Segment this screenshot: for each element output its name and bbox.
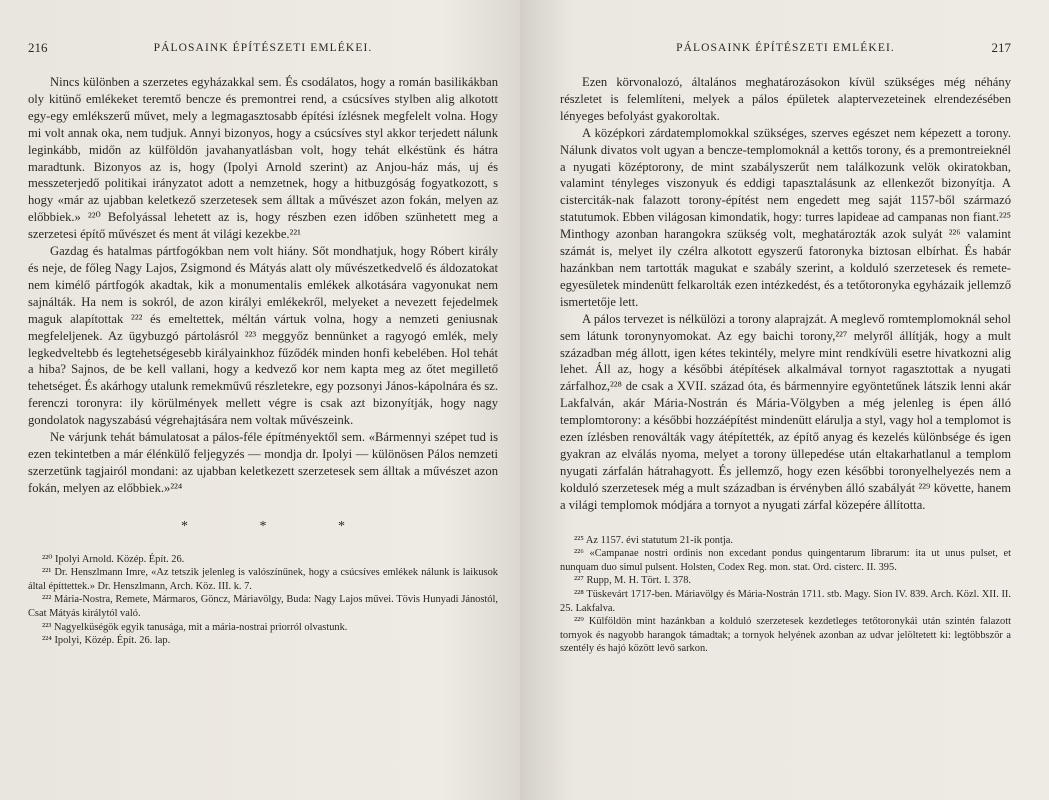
left-paragraph-3: Ne várjunk tehát bámulatosat a pálos-féle építményektől sem. «Bármennyi szépet tud is ezen tekintetben a már élénkülő feljegyzés — mondja dr. Ipolyi — különösen Pálos nemzeti szerzetünk tagjairól mondani: az ujabban keletkezett szerzetesek sem álltak a művészet azon fokán, melyen az előbbiek.»²²⁴ [28, 430, 498, 495]
right-body-text [560, 74, 1011, 514]
left-running-title: PÁLOSAINK ÉPÍTÉSZETI EMLÉKEI. [153, 42, 373, 54]
section-separator: * * * [181, 518, 379, 534]
footnote-222: ²²² Mária-Nostra, Remete, Mármaros, Göncz, Máriavölgy, Buda: Nagy Lajos művei. Tövis Hunyadi Jánostól, Csat Mátyás királytól való. [28, 594, 498, 620]
right-running-title: PÁLOSAINK ÉPÍTÉSZETI EMLÉKEI. [676, 42, 895, 54]
right-page [520, 0, 1049, 800]
left-paragraph-2: Gazdag és hatalmas pártfogókban nem volt hiány. Sőt mondhatjuk, hogy Róbert király és neje, de főleg Nagy Lajos, Zsigmond és Mátyás alatt oly művészetkedvelő és áldozatokat nem kimélő pártfogók akadtak, kik a monumentalis emlékek alkotására vagyonukat nem sajnálták. Ha nem is sokról, de azon királyi emlékekről, melyeket a nevezett fejedelmek maguk alapítottak ²²² és emeltettek, méltán vártuk volna, hogy a nemzeti geniusnak megfeleljenek. Az ügybuzgó pártolásról ²²³ meggyőz bennünket a ragyogó emlék, mely legkedveltebb és legtehetségesebb királyainkhoz fűződék minden honfi kebelében. Hol tehát a hiba? Sajnos, de be kell vallani, hogy a kedvező kor nem kapta meg az őtet megillető tehetséget. És akárhogy utalunk remekművű részletekre, egy pozsonyi János-kápolnára és sz. ferenczi toronyra: ily körülmények mellett végre is csak azt bizonyítják, hogy nagy gondolatok nagyszabású végrehajtására nem voltak művészeink. [28, 244, 498, 428]
left-page-number: 216 [28, 40, 48, 55]
footnote-221: ²²¹ Dr. Henszlmann Imre, «Az tetszik jelenleg is valószínűnek, hogy a csúcsíves emlékek nálunk is laikusok által építtettek.» Dr. Henszlmann, Arch. Köz. III. k. 7. [28, 567, 498, 592]
right-paragraph-1: Ezen körvonalozó, általános meghatározásokon kívül szükséges még néhány részletet is felemlíteni, melyek a pálos épületek alaptervezeteinek elrendezésében lényeges befolyást gyakoroltak. [560, 75, 1011, 123]
footnote-225: ²²⁵ Az 1157. évi statutum 21-ik pontja. [574, 534, 733, 546]
footnote-228: ²²⁸ Tüskevárt 1717-ben. Máriavölgy és Mária-Nostrán 1711. stb. Magy. Sion IV. 839. Arch. Közl. XII. II. 25. Lakfalva. [560, 588, 1011, 614]
left-body-text [28, 74, 498, 497]
left-running-head [28, 42, 498, 64]
right-paragraph-2: A középkori zárdatemplomokkal szükséges, szerves egészet nem képezett a torony. Nálunk divatos volt ugyan a bencze-templomoknál a kettős torony, és a premontreieknél a nyugati középtorony, de mint szabályszerűt nem találkozunk velök okiratokban, valamint tényleges viszonyuk és eddigi tapasztalásunk az ellenkezőt bizonyítja. A cisterciták-nak falazott torony-építést nem engedett meg saját 1157-ből származó statutumok. Ebben világosan kimondatik, hogy: turres lapideae ad campanas non fiant.²²⁵ Minthogy azonban harangokra szükség volt, meghatározták azok sulyát ²²⁶ valamint számát is, melyet ily czélra alkotott egyszerű fatoronyka biztosan elbírhat. És habár hazánkban nem tartották magukat e szabály szerint, a kolduló szerzetesek és remete-egyesületek mindenütt felkarolták ezen intézkedést, és a tetőtoronyka egyházaik jellemző ismertetője lett. [560, 125, 1011, 309]
right-paragraph-3: A pálos tervezet is nélkülözi a torony alaprajzát. A meglevő romtemplomoknál sehol sem látunk toronynyomokat. Az egy baichi torony,²²⁷ melyről állítják, hogy a mult században még állott, igen kétes tekintély, melyre mint rendkívüli esetre hivatkozni alig lehet. Áll az, hogy a későbbi átépítések alkalmával tornyot ragasztottak a nyugati zárfalhoz,²²⁸ de csak a XVII. század óta, és bármennyire egyöntetűnek látszik lenni akár Lakfalván, akár Mária-Nostrán és Mária-Völgyben a még jelenleg is épen álló templomtorony: a későbbi hozzáépítést mindenütt elárulja a styl, vagy hol a templomot is ezen ízlésben renoválták vagy átépítették, az építő anyag és kezelés különbsége és igen gyakran az elválás nyoma, melyet a torony üllepedése után eltakarhatlanul a templom nyugati zárfalán hátrahagyott. És jellemző, hogy ezen későbbi toronyelhelyezés nem a kolduló szerzetesek még a mult században is érvényben álló szabályát ²²⁹ követte, hanem a világi templomok módjára a tornyot a nyugati zárfal közepére állította. [560, 311, 1011, 512]
footnote-226: ²²⁶ «Campanae nostri ordinis non excedant pondus quingentarum librarum: ita ut unus pulset, et nunquam duo simul pulsent. Holsten, Codex Reg. mon. stat. Ord. cisterc. II. 395. [560, 548, 1011, 573]
left-footnotes [28, 553, 498, 648]
footnote-227: ²²⁷ Rupp, M. H. Tört. I. 378. [574, 575, 692, 587]
left-paragraph-1: Nincs különben a szerzetes egyházakkal sem. És csodálatos, hogy a román basilikákban oly kitünő emlékeket teremtő bencze és premontrei rend, a csúcsíves stylben alig alkotott egy-egy emlékszerű művet, mely a legmagasztosabb építési ízlésnek megfelelt volna. Hogy mi volt annak oka, nem tudjuk. Annyi bizonyos, hogy a csúcsíves styl akkor terjedett nálunk leginkább, midőn az külföldön javahanyatlásban volt, hogy tehát elkéstünk és hátra maradtunk. Bizonyos az is, hogy (Ipolyi Arnold szerint) az Anjou-ház más, uj és messzeterjedő politikai irányzatot adott a nemzetnek, hogy a hitbuzgóság fogyatkozott, s hogy «már az ujabban keletkező szerzetesek sem álltak a művészet azon fokán, melyen az előbbiek.» ²²⁰ Befolyással lehetett az is, hogy részben ezen időben szünhetett meg a szerzetesi építő művészet és ment át világi kezekbe.²²¹ [28, 75, 498, 242]
footnote-224: ²²⁴ Ipolyi, Közép. Épít. 26. lap. [42, 635, 171, 647]
footnote-220: ²²⁰ Ipolyi Arnold. Közép. Épít. 26. [42, 553, 185, 565]
footnote-229: ²²⁹ Külföldön mint hazánkban a kolduló szerzetesek kezdetleges tetőtoronykái után szintén falazott tornyok és nagyobb harangok támadtak; a tornyok helyének azonban az udvar jelöltetett ki: legtöbbször a szentély és hajó között levő sarkon. [560, 616, 1011, 655]
left-page [0, 0, 520, 800]
right-page-number: 217 [991, 40, 1011, 55]
right-running-head [560, 42, 1011, 64]
right-footnotes [560, 534, 1011, 656]
footnote-223: ²²³ Nagyelküségök egyik tanusága, mit a mária-nostrai priorról olvastunk. [42, 621, 348, 633]
